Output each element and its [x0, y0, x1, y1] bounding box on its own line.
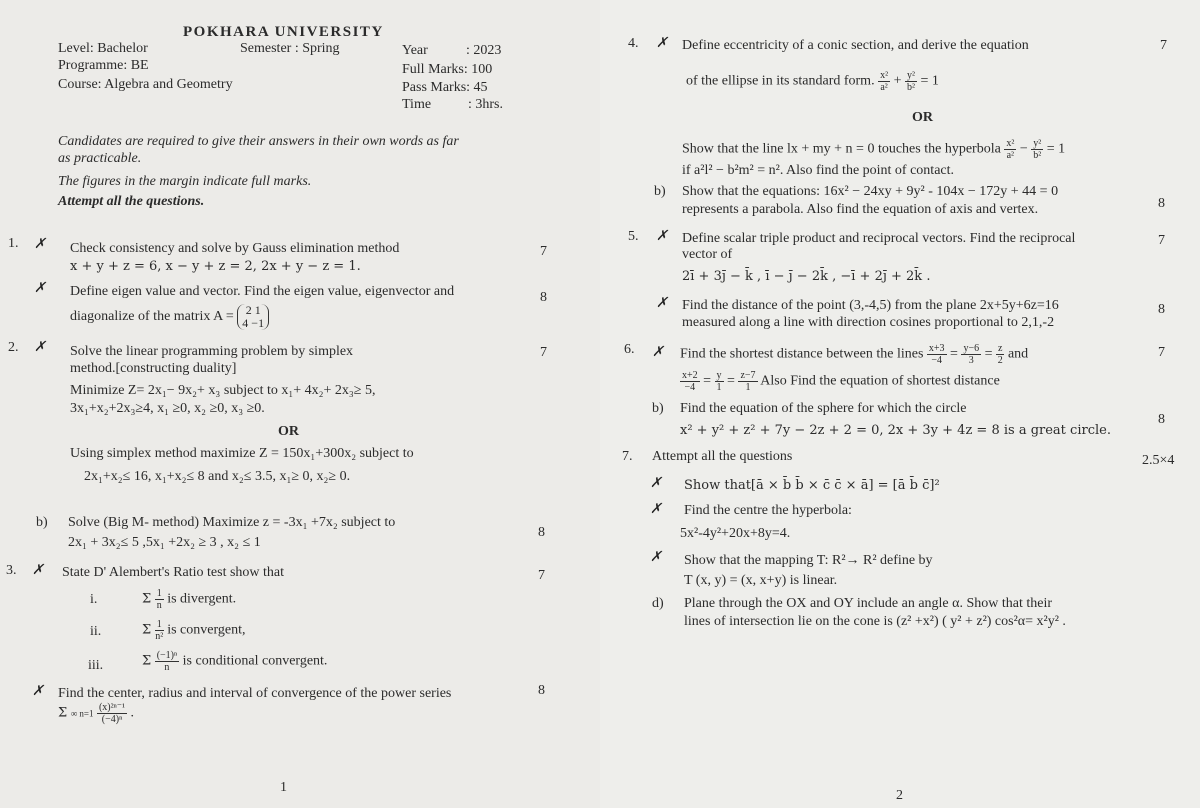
fraction-denominator: 2 — [997, 355, 1003, 366]
fraction — [1031, 138, 1043, 161]
question-4-or: OR — [912, 110, 933, 125]
question-1a-equation: x + y + z = 6, x − y + z = 2, 2x + y − z = 1. — [70, 259, 361, 274]
and-word: and — [1007, 346, 1029, 362]
fraction — [738, 370, 757, 393]
equals-sign: = — [950, 346, 958, 362]
question-4-or-text-1 — [682, 138, 1065, 161]
question-1b-marks: 8 — [540, 290, 547, 305]
handwritten-tick-icon: ✗ — [32, 684, 44, 699]
question-1-number: 1. — [8, 236, 19, 251]
equals-sign: = — [727, 373, 735, 389]
question-7-text: Attempt all the questions — [652, 449, 793, 464]
question-2-number: 2. — [8, 340, 19, 355]
time-label: Time — [402, 97, 432, 112]
page-number-1: 1 — [280, 780, 287, 795]
question-3-item-ii — [142, 619, 245, 642]
handwritten-tick-icon: ✗ — [34, 237, 46, 252]
question-6a-text-2 — [680, 370, 1000, 393]
question-2a-text-4: 3x₁+x₂+2x₃≥4, x₁ ≥0, x₂ ≥0, x₃ ≥0. — [70, 401, 265, 416]
question-2-or: OR — [278, 424, 299, 439]
equals-one: = 1 — [1046, 141, 1066, 157]
question-1b-text-2 — [70, 304, 269, 330]
fraction-denominator: n² — [155, 631, 164, 642]
question-4a-text-1: Define eccentricity of a conic section, and derive the equation — [682, 38, 1029, 53]
equals-one: = 1 — [920, 73, 939, 89]
question-3-item-iii-label: iii. — [88, 658, 104, 673]
question-6-number: 6. — [624, 342, 635, 357]
plus-sign: + — [893, 73, 902, 89]
handwritten-tick-icon: ✗ — [34, 281, 46, 296]
question-6a-text-2-label: Also Find the equation of shortest distance — [760, 373, 1000, 389]
matrix-a — [237, 304, 269, 330]
question-3b-text: Find the center, radius and interval of convergence of the power series — [58, 686, 452, 701]
question-5b-text-1: Find the distance of the point (3,-4,5) from the plane 2x+5y+6z=16 — [682, 298, 1059, 313]
question-7d-text-2: lines of intersection lie on the cone is (z² +x²) ( y² + z²) cos²α= x²y² . — [684, 614, 1066, 629]
matrix-row-1: 2 1 — [245, 303, 261, 317]
fraction-numerator: y² — [1033, 138, 1042, 149]
full-marks-label: Full Marks: 100 — [402, 62, 493, 77]
fraction — [715, 370, 724, 393]
fraction-numerator: x+2 — [682, 370, 698, 381]
handwritten-tick-icon: ✗ — [656, 229, 668, 244]
handwritten-tick-icon: ✗ — [650, 502, 662, 517]
question-1b-text-1: Define eigen value and vector. Find the eigen value, eigenvector and — [70, 284, 455, 299]
fraction-denominator: b² — [906, 82, 915, 93]
question-2a-text-2: method.[constructing duality] — [70, 361, 237, 376]
fraction-numerator: z−7 — [740, 370, 756, 381]
fraction — [927, 343, 947, 366]
question-4-number: 4. — [628, 36, 639, 51]
instruction-line-2: The figures in the margin indicate full marks. — [58, 174, 312, 189]
fraction — [155, 588, 164, 611]
question-7d-label: d) — [652, 596, 664, 611]
fraction-numerator: y — [716, 370, 722, 381]
fraction-denominator: a² — [1006, 150, 1015, 161]
handwritten-tick-icon: ✗ — [656, 296, 668, 311]
handwritten-tick-icon: ✗ — [650, 476, 662, 491]
question-3-item-ii-text: is convergent, — [167, 622, 246, 638]
fraction-denominator: b² — [1033, 150, 1042, 161]
minus-sign: − — [1019, 141, 1028, 157]
year-value: : 2023 — [466, 43, 502, 58]
question-5-number: 5. — [628, 229, 639, 244]
question-4-or-text-2: if a²l² − b²m² = n². Also find the point of contact. — [682, 163, 955, 178]
question-4a-text-2-label: of the ellipse in its standard form. — [686, 73, 879, 89]
question-4a-marks: 7 — [1160, 38, 1167, 53]
fraction — [1004, 138, 1016, 161]
question-7c-text-2: T (x, y) = (x, x+y) is linear. — [684, 573, 838, 588]
fraction-numerator: y² — [906, 70, 915, 81]
fraction — [155, 650, 179, 673]
question-4b-text-2: represents a parabola. Also find the equation of axis and vertex. — [682, 202, 1039, 217]
question-2b-text-1: Solve (Big M- method) Maximize z = -3x₁ +7x₂ subject to — [68, 515, 396, 530]
question-3a-text: State D' Alembert's Ratio test show that — [62, 565, 285, 580]
question-1a-text: Check consistency and solve by Gauss elimination method — [70, 241, 400, 256]
question-3-item-i-label: i. — [90, 592, 98, 607]
semester-label: Semester : Spring — [240, 41, 340, 56]
question-3-item-i — [142, 588, 236, 611]
equals-sign: = — [703, 373, 712, 389]
question-2a-text-1: Solve the linear programming problem by simplex — [70, 344, 354, 359]
fraction — [878, 70, 890, 93]
question-7b-text-1: Find the centre the hyperbola: — [684, 503, 852, 518]
fraction-denominator: 1 — [745, 382, 751, 393]
question-3a-marks: 7 — [538, 568, 545, 583]
question-6b-text-2: x² + y² + z² + 7y − 2z + 2 = 0, 2x + 3y + 4z = 8 is a great circle. — [680, 423, 1111, 438]
fraction — [155, 619, 164, 642]
programme-label: Programme: BE — [58, 58, 149, 73]
handwritten-tick-icon: ✗ — [650, 550, 662, 565]
sigma-symbol: Σ — [142, 622, 152, 638]
fraction-numerator: (x)²ⁿ⁻¹ — [98, 702, 126, 713]
handwritten-tick-icon: ✗ — [652, 345, 664, 360]
page-number-2: 2 — [896, 788, 903, 803]
fraction — [996, 343, 1004, 366]
fraction — [961, 343, 981, 366]
question-6a-text-1-label: Find the shortest distance between the lines — [680, 346, 927, 362]
fraction — [905, 70, 917, 93]
question-5b-text-2: measured along a line with direction cosines proportional to 2,1,-2 — [682, 315, 1055, 330]
series-end: . — [130, 705, 135, 721]
question-2b-label: b) — [36, 515, 48, 530]
exam-page-2 — [600, 0, 1200, 808]
time-value: : 3hrs. — [468, 97, 503, 112]
question-3-item-i-text: is divergent. — [167, 591, 237, 607]
question-3-number: 3. — [6, 563, 17, 578]
question-2-or-text-2: 2x₁+x₂≤ 16, x₁+x₂≤ 8 and x₂≤ 3.5, x₁≥ 0, x₂≥ 0. — [84, 469, 351, 484]
question-6b-marks: 8 — [1158, 412, 1165, 427]
handwritten-tick-icon: ✗ — [32, 563, 44, 578]
course-label: Course: Algebra and Geometry — [58, 77, 233, 92]
fraction — [680, 370, 700, 393]
fraction-denominator: −4 — [931, 355, 943, 366]
question-4b-text-1: Show that the equations: 16x² − 24xy + 9y² - 104x − 172y + 44 = 0 — [682, 184, 1059, 199]
question-5a-text-1: Define scalar triple product and reciprocal vectors. Find the reciprocal — [682, 231, 1076, 246]
question-7d-text-1: Plane through the OX and OY include an angle α. Show that their — [684, 596, 1053, 611]
question-1b-text-2-label: diagonalize of the matrix A = — [70, 309, 238, 325]
sigma-symbol: Σ — [142, 653, 152, 669]
fraction-denominator: −4 — [684, 382, 696, 393]
level-label: Level: Bachelor — [58, 41, 148, 56]
fraction — [97, 702, 127, 725]
fraction-numerator: (−1)ⁿ — [156, 650, 178, 661]
question-6b-text-1: Find the equation of the sphere for which the circle — [680, 401, 967, 416]
fraction-denominator: 3 — [968, 355, 974, 366]
fraction-denominator: n — [164, 662, 170, 673]
question-2b-text-2: 2x₁ + 3x₂≤ 5 ,5x₁ +2x₂ ≥ 3 , x₂ ≤ 1 — [68, 535, 261, 550]
sigma-symbol: Σ — [142, 591, 152, 607]
question-5b-marks: 8 — [1158, 302, 1165, 317]
question-2b-marks: 8 — [538, 525, 545, 540]
fraction-denominator: n — [156, 600, 162, 611]
fraction-numerator: 1 — [156, 619, 162, 630]
fraction-numerator: x² — [880, 70, 889, 81]
fraction-denominator: a² — [880, 82, 888, 93]
question-1a-marks: 7 — [540, 244, 547, 259]
question-3b-marks: 8 — [538, 683, 545, 698]
fraction-denominator: (−4)ⁿ — [101, 714, 123, 725]
instruction-line-1a: Candidates are required to give their answers in their own words as far — [58, 134, 459, 149]
series-limits: ∞ n=1 — [70, 708, 94, 719]
question-7a-text: Show that[ā × b̄ b̄ × c̄ c̄ × ā] = [ā b̄ c̄]² — [684, 478, 940, 493]
fraction-numerator: x+3 — [928, 343, 945, 354]
question-5a-marks: 7 — [1158, 233, 1165, 248]
fraction-numerator: y−6 — [963, 343, 980, 354]
fraction-denominator: 1 — [716, 382, 722, 393]
question-5a-text-2: vector of — [682, 247, 733, 262]
question-3-item-iii — [142, 650, 327, 673]
question-7-marks: 2.5×4 — [1142, 453, 1175, 468]
question-3-item-ii-label: ii. — [90, 624, 102, 639]
equals-sign: = — [984, 346, 993, 362]
fraction-numerator: x² — [1006, 138, 1015, 149]
question-2a-marks: 7 — [540, 345, 547, 360]
instruction-line-3: Attempt all the questions. — [58, 194, 205, 209]
question-7b-text-2: 5x²-4y²+20x+8y=4. — [680, 526, 791, 541]
question-6a-marks: 7 — [1158, 345, 1165, 360]
instruction-line-1b: as practicable. — [58, 151, 142, 166]
matrix-row-2: 4 −1 — [242, 316, 265, 330]
question-7c-text-1: Show that the mapping T: R²→ R² define by — [684, 553, 933, 568]
question-2a-text-3: Minimize Z= 2x₁− 9x₂+ x₃ subject to x₁+ 4x₂+ 2x₃≥ 5, — [70, 383, 376, 398]
question-5a-vectors: 2ī + 3j̄ − k̄ , ī − j̄ − 2k̄ , −ī + 2j̄ + 2k̄ . — [682, 269, 931, 284]
fraction-numerator: z — [997, 343, 1003, 354]
question-3b-series — [58, 702, 134, 725]
question-4a-text-2 — [686, 70, 939, 93]
question-4b-label: b) — [654, 184, 666, 199]
question-4-or-text-1-label: Show that the line lx + my + n = 0 touches the hyperbola — [682, 141, 1005, 157]
handwritten-tick-icon: ✗ — [34, 340, 46, 355]
question-6b-label: b) — [652, 401, 664, 416]
university-title: POKHARA UNIVERSITY — [183, 24, 384, 40]
fraction-numerator: 1 — [156, 588, 162, 599]
question-3-item-iii-text: is conditional convergent. — [182, 653, 328, 669]
question-7-number: 7. — [622, 449, 633, 464]
sigma-symbol: Σ — [58, 705, 68, 721]
year-label: Year — [402, 43, 428, 58]
handwritten-tick-icon: ✗ — [656, 36, 668, 51]
question-4b-marks: 8 — [1158, 196, 1165, 211]
pass-marks-label: Pass Marks: 45 — [402, 80, 488, 95]
question-6a-text-1 — [680, 343, 1028, 366]
question-2-or-text-1: Using simplex method maximize Z = 150x₁+300x₂ subject to — [70, 446, 414, 461]
